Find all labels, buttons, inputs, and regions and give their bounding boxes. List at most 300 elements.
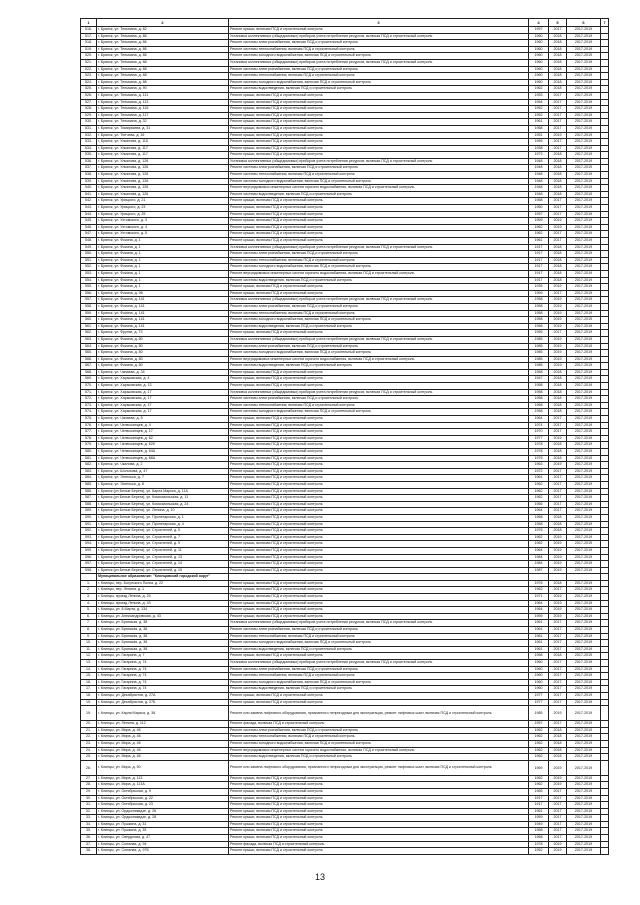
row-number-cell: 13.	[81, 660, 97, 667]
row-number-cell: 597.	[81, 561, 97, 568]
row-number-cell: 558.	[81, 303, 97, 310]
empty-cell	[601, 59, 609, 66]
table-row	[81, 303, 609, 310]
row-number-cell: 531.	[81, 125, 97, 132]
planned-year-cell: 2018	[549, 86, 567, 93]
row-number-cell: 29.	[81, 788, 97, 795]
planned-year-cell: 2017	[549, 815, 567, 822]
planned-year-cell: 2019	[549, 356, 567, 363]
address-cell: г. Брянск, ул. Тимирязева, д. 31	[97, 125, 229, 132]
row-number-cell	[81, 574, 97, 581]
address-cell: г. Брянск, ул. Чапаева, д. 5	[97, 416, 229, 423]
row-number-cell: 534.	[81, 145, 97, 152]
table-row	[81, 132, 609, 139]
table-row	[81, 264, 609, 271]
planned-year-cell: 2019	[549, 435, 567, 442]
year-built-cell: 1985	[529, 363, 549, 370]
year-built-cell: 1974	[529, 422, 549, 429]
empty-cell	[601, 721, 609, 728]
address-cell: г. Брянск, ул. Ухтомского, д. 4	[97, 224, 229, 231]
planned-year-cell: 2018	[549, 172, 567, 179]
planned-year-cell: 2019	[549, 594, 567, 601]
address-cell: г. Клинцы, ул. Ленина, д. 112	[97, 721, 229, 728]
row-number-cell: 535.	[81, 152, 97, 159]
year-built-cell: 1947	[529, 376, 549, 383]
empty-cell	[601, 815, 609, 822]
planned-year-cell: 2018	[549, 165, 567, 172]
row-number-cell: 4.	[81, 600, 97, 607]
work-type-cell: Ремонт системы электроснабжения, включая ПСД и строительный контроль	[229, 40, 529, 47]
period-cell: 2017-2019	[567, 402, 601, 409]
empty-cell	[601, 686, 609, 693]
empty-cell	[601, 514, 609, 521]
table-row	[81, 92, 609, 99]
work-type-cell: Ремонт системы электроснабжения, включая ПСД и строительный контроль	[229, 251, 529, 258]
planned-year-cell: 2018	[549, 402, 567, 409]
empty-cell	[601, 821, 609, 828]
year-built-cell: 1961	[529, 640, 549, 647]
period-cell: 2017-2019	[567, 541, 601, 548]
table-row	[81, 218, 609, 225]
table-row	[81, 449, 609, 456]
table-row	[81, 350, 609, 357]
period-cell: 2017-2019	[567, 46, 601, 53]
year-built-cell: 1970	[529, 429, 549, 436]
address-cell: г. Брянск (рп Белые Берега), ул. Строителей, д. 14	[97, 561, 229, 568]
planned-year-cell: 2017	[549, 422, 567, 429]
table-row	[81, 782, 609, 789]
period-cell: 2017-2019	[567, 66, 601, 73]
work-type-cell: Ремонт крыши, включая ПСД и строительный контроль	[229, 284, 529, 291]
work-type-cell: Ремонт системы водоотведения, включая ПСД и строительный контроль	[229, 686, 529, 693]
empty-cell	[601, 356, 609, 363]
year-built-cell: 1951	[529, 132, 549, 139]
planned-year-cell: 2019	[549, 541, 567, 548]
empty-cell	[601, 92, 609, 99]
table-row	[81, 620, 609, 627]
work-type-cell: Ремонт внутридомовых инженерных систем горячего водоснабжения, включая ПСД и строительный контроль	[229, 747, 529, 754]
period-cell: 2017-2019	[567, 205, 601, 212]
work-type-cell: Ремонт крыши, включая ПСД и строительный контроль	[229, 106, 529, 113]
row-number-cell: 5.	[81, 607, 97, 614]
year-built-cell: 1917	[529, 795, 549, 802]
year-built-cell: 1961	[529, 119, 549, 126]
year-built-cell: 1917	[529, 264, 549, 271]
year-built-cell: 1958	[529, 409, 549, 416]
planned-year-cell: 2018	[549, 66, 567, 73]
period-cell: 2017-2019	[567, 218, 601, 225]
period-cell: 2017-2019	[567, 297, 601, 304]
address-cell: г. Брянск, ул. Ухтомского, д. 5	[97, 231, 229, 238]
planned-year-cell: 2017	[549, 481, 567, 488]
address-cell: Муниципальное образование: "Клинцовский городской округ"	[97, 574, 229, 581]
period-cell: 2017-2019	[567, 828, 601, 835]
table-row	[81, 416, 609, 423]
work-type-cell: Ремонт системы теплоснабжения, включая ПСД и строительный контроль	[229, 46, 529, 53]
year-built-cell: 1960	[529, 59, 549, 66]
period-cell: 2017-2019	[567, 740, 601, 747]
work-type-cell: Ремонт крыши, включая ПСД и строительный контроль	[229, 782, 529, 789]
empty-cell	[601, 198, 609, 205]
address-cell: г. Клинцы, ул. Мира, д. 46	[97, 734, 229, 741]
empty-cell	[601, 646, 609, 653]
planned-year-cell: 2017	[549, 238, 567, 245]
address-cell: г. Брянск, ул. Фокина, д. 1	[97, 238, 229, 245]
year-built-cell: 1958	[529, 521, 549, 528]
row-number-cell: 538.	[81, 172, 97, 179]
address-cell: г. Брянск, ул. Ульянова, д. 126	[97, 172, 229, 179]
work-type-cell: Ремонт крыши, включая ПСД и строительный контроль	[229, 376, 529, 383]
row-number-cell: 588.	[81, 501, 97, 508]
year-built-cell: 1959	[529, 290, 549, 297]
work-type-cell: Ремонт крыши, включая ПСД и строительный контроль	[229, 561, 529, 568]
year-built-cell: 1958	[529, 828, 549, 835]
year-built-cell: 1962	[529, 740, 549, 747]
row-number-cell: 556.	[81, 290, 97, 297]
work-type-cell: Ремонт системы электроснабжения, включая ПСД и строительный контроль	[229, 165, 529, 172]
empty-cell	[601, 747, 609, 754]
planned-year-cell: 2017	[549, 198, 567, 205]
address-cell: г. Клинцы, ул. Гагарина, д. 74	[97, 673, 229, 680]
year-built-cell: 1958	[529, 198, 549, 205]
table-row	[81, 567, 609, 574]
work-type-cell: Ремонт крыши, включая ПСД и строительный контроль	[229, 495, 529, 502]
planned-year-cell: 2018	[549, 79, 567, 86]
empty-cell	[601, 760, 609, 775]
year-built-cell: 1958	[529, 369, 549, 376]
period-cell: 2017-2019	[567, 640, 601, 647]
row-number-cell: 24.	[81, 747, 97, 754]
year-built-cell: 1962	[529, 754, 549, 761]
work-type-cell	[229, 574, 529, 581]
planned-year-cell: 2017	[549, 429, 567, 436]
address-cell: г. Клинцы, ул. Мира, д. 46	[97, 740, 229, 747]
table-row	[81, 686, 609, 693]
empty-cell	[601, 521, 609, 528]
period-cell: 2017-2019	[567, 435, 601, 442]
table-row	[81, 363, 609, 370]
year-built-cell: 1958	[529, 396, 549, 403]
work-type-cell: Ремонт системы электроснабжения, включая ПСД и строительный контроль	[229, 627, 529, 634]
period-cell: 2017-2019	[567, 356, 601, 363]
empty-cell	[601, 297, 609, 304]
address-cell: г. Брянск (рп Белые Берега), ул. Строителей, д. 7	[97, 534, 229, 541]
row-number-cell: 1.	[81, 580, 97, 587]
table-row	[81, 600, 609, 607]
row-number-cell: 38.	[81, 848, 97, 855]
period-cell: 2017-2019	[567, 389, 601, 396]
empty-cell	[601, 86, 609, 93]
table-row	[81, 721, 609, 728]
table-row	[81, 310, 609, 317]
address-cell: г. Брянск, ул. Тельмана, д. 32	[97, 119, 229, 126]
period-cell: 2017-2019	[567, 277, 601, 284]
row-number-cell: 564.	[81, 343, 97, 350]
empty-cell	[601, 277, 609, 284]
planned-year-cell: 2018	[549, 389, 567, 396]
period-cell: 2017-2019	[567, 554, 601, 561]
table-row	[81, 422, 609, 429]
period-cell: 2017-2019	[567, 363, 601, 370]
table-row	[81, 554, 609, 561]
year-built-cell: 1962	[529, 86, 549, 93]
period-cell: 2017-2019	[567, 848, 601, 855]
table-row	[81, 488, 609, 495]
work-type-cell: Ремонт крыши, включая ПСД и строительный контроль	[229, 383, 529, 390]
row-number-cell: 561.	[81, 323, 97, 330]
table-row	[81, 53, 609, 60]
empty-cell	[601, 727, 609, 734]
period-cell: 2017-2019	[567, 27, 601, 34]
planned-year-cell: 2017	[549, 290, 567, 297]
table-row	[81, 475, 609, 482]
period-cell: 2017-2019	[567, 323, 601, 330]
period-cell: 2017-2019	[567, 350, 601, 357]
empty-cell	[601, 802, 609, 809]
address-cell: г. Клинцы, ул. Пушкина, д. 35	[97, 828, 229, 835]
table-row	[81, 402, 609, 409]
empty-cell	[601, 165, 609, 172]
period-cell: 2017-2019	[567, 514, 601, 521]
table-row	[81, 106, 609, 113]
row-number-cell: 532.	[81, 132, 97, 139]
period-cell: 2017-2019	[567, 165, 601, 172]
period-cell: 2017-2019	[567, 835, 601, 842]
year-built-cell: 1961	[529, 633, 549, 640]
period-cell: 2017-2019	[567, 40, 601, 47]
work-type-cell: Ремонт крыши, включая ПСД и строительный контроль	[229, 125, 529, 132]
year-built-cell: 1973	[529, 152, 549, 159]
period-cell: 2017-2019	[567, 567, 601, 574]
table-row	[81, 754, 609, 761]
planned-year-cell: 2017	[549, 139, 567, 146]
address-cell: г. Брянск, ул. Фокина, д. 1	[97, 270, 229, 277]
empty-cell	[601, 152, 609, 159]
address-cell: г. Брянск, ул. Ухтомского, д. 3	[97, 218, 229, 225]
empty-cell	[601, 290, 609, 297]
work-type-cell: Ремонт крыши, включая ПСД и строительный контроль	[229, 501, 529, 508]
row-number-cell: 3.	[81, 594, 97, 601]
year-built-cell: 1948	[529, 178, 549, 185]
period-cell: 2017-2019	[567, 86, 601, 93]
table-row	[81, 139, 609, 146]
address-cell: г. Брянск, ул. Челюскинцев, д. 64А	[97, 449, 229, 456]
work-type-cell: Ремонт крыши, включая ПСД и строительный контроль	[229, 821, 529, 828]
empty-cell	[601, 158, 609, 165]
address-cell: г. Брянск, ул. Челюскинцев, д. 68А	[97, 455, 229, 462]
year-built-cell: 1959	[529, 613, 549, 620]
row-number-cell: 28.	[81, 782, 97, 789]
table-row	[81, 389, 609, 396]
work-type-cell: Ремонт крыши, включая ПСД и строительный контроль	[229, 422, 529, 429]
work-type-cell: Ремонт системы теплоснабжения, включая ПСД и строительный контроль	[229, 633, 529, 640]
empty-cell	[601, 775, 609, 782]
year-built-cell: 1969	[529, 760, 549, 775]
address-cell: г. Брянск, ул. Харьковская, д. 17	[97, 389, 229, 396]
work-type-cell: Ремонт системы теплоснабжения, включая ПСД и строительный контроль	[229, 673, 529, 680]
row-number-cell: 573.	[81, 402, 97, 409]
empty-cell	[601, 620, 609, 627]
period-cell: 2017-2019	[567, 561, 601, 568]
empty-cell	[601, 508, 609, 515]
empty-cell	[601, 205, 609, 212]
period-cell: 2017-2019	[567, 475, 601, 482]
table-row	[81, 462, 609, 469]
empty-cell	[601, 119, 609, 126]
planned-year-cell: 2018	[549, 514, 567, 521]
year-built-cell: 1960	[529, 53, 549, 60]
planned-year-cell: 2017	[549, 673, 567, 680]
address-cell: г. Клинцы, ул. Союзная, д. 97Б	[97, 848, 229, 855]
period-cell: 2017-2019	[567, 721, 601, 728]
year-built-cell: 1957	[529, 721, 549, 728]
planned-year-cell: 2019	[549, 782, 567, 789]
period-cell: 2017-2019	[567, 343, 601, 350]
work-type-cell: Ремонт крыши, включая ПСД и строительный контроль	[229, 788, 529, 795]
year-built-cell: 1952	[529, 848, 549, 855]
address-cell: г. Клинцы, ул. Брянская, д. 38	[97, 646, 229, 653]
table-row	[81, 501, 609, 508]
work-type-cell: Установка коллективных (общедомовых) приборов учета потребления ресурсов, включая ПСД и строительный контроль	[229, 297, 529, 304]
row-number-cell: 575.	[81, 416, 97, 423]
row-number-cell: 557.	[81, 297, 97, 304]
empty-cell	[601, 396, 609, 403]
row-number-cell: 17.	[81, 686, 97, 693]
planned-year-cell: 2018	[549, 244, 567, 251]
work-type-cell: Ремонт или замена лифтового оборудования, признанного непригодным для эксплуатации, ремонт лифтовых шахт, включая ПСД и строительный контроль	[229, 760, 529, 775]
planned-year-cell: 2017	[549, 106, 567, 113]
work-type-cell: Ремонт системы теплоснабжения, включая ПСД и строительный контроль	[229, 257, 529, 264]
empty-cell	[601, 607, 609, 614]
row-number-cell: 570.	[81, 383, 97, 390]
work-type-cell: Ремонт крыши, включая ПСД и строительный контроль	[229, 594, 529, 601]
address-cell: г. Брянск (рп Белые Берега), ул. Строителей, д. 15	[97, 567, 229, 574]
row-number-cell: 529.	[81, 112, 97, 119]
address-cell: г. Брянск, ул. Тельмана, д. 82	[97, 27, 229, 34]
empty-cell	[601, 488, 609, 495]
year-built-cell: 1985	[529, 706, 549, 721]
row-number-cell: 554.	[81, 277, 97, 284]
work-type-cell: Ремонт системы теплоснабжения, включая ПСД и строительный контроль	[229, 172, 529, 179]
year-built-cell: 1959	[529, 815, 549, 822]
planned-year-cell: 2019	[549, 841, 567, 848]
work-type-cell: Ремонт крыши, включая ПСД и строительный контроль	[229, 205, 529, 212]
empty-cell	[601, 547, 609, 554]
year-built-cell: 1958	[529, 389, 549, 396]
address-cell: г. Клинцы, ул. Гагарина, д. 74	[97, 666, 229, 673]
period-cell: 2017-2019	[567, 600, 601, 607]
table-row	[81, 205, 609, 212]
row-number-cell: 555.	[81, 284, 97, 291]
planned-year-cell: 2017	[549, 587, 567, 594]
work-type-cell: Ремонт системы теплоснабжения, включая ПСД и строительный контроль	[229, 310, 529, 317]
empty-cell	[601, 27, 609, 34]
row-number-cell: 578.	[81, 435, 97, 442]
period-cell: 2017-2019	[567, 727, 601, 734]
period-cell: 2017-2019	[567, 481, 601, 488]
period-cell: 2017-2019	[567, 92, 601, 99]
empty-cell	[601, 587, 609, 594]
address-cell: г. Клинцы, ул. Брянская, д. 38	[97, 640, 229, 647]
period-cell: 2017-2019	[567, 53, 601, 60]
address-cell: г. Клинцы, ул. Гагарина, д. 74	[97, 660, 229, 667]
empty-cell	[601, 788, 609, 795]
address-cell: г. Клинцы, ул. Брянская, д. 38	[97, 633, 229, 640]
empty-cell	[601, 79, 609, 86]
period-cell: 2017-2019	[567, 290, 601, 297]
period-cell: 2017-2019	[567, 33, 601, 40]
address-cell: г. Брянск, ул. Фокина, д. 1	[97, 251, 229, 258]
empty-cell	[601, 172, 609, 179]
period-cell: 2017-2019	[567, 369, 601, 376]
address-cell: г. Брянск, ул. Чкалова, д. 2	[97, 462, 229, 469]
period-cell: 2017-2019	[567, 587, 601, 594]
planned-year-cell: 2017	[549, 821, 567, 828]
planned-year-cell: 2018	[549, 185, 567, 192]
empty-cell	[601, 323, 609, 330]
planned-year-cell: 2018	[549, 580, 567, 587]
planned-year-cell: 2019	[549, 534, 567, 541]
year-built-cell: 1964	[529, 508, 549, 515]
year-built-cell: 1962	[529, 495, 549, 502]
address-cell: г. Клинцы, ул. Мира, д. 50	[97, 760, 229, 775]
period-cell: 2017-2019	[567, 547, 601, 554]
address-cell: г. Клинцы, ул. Мира, д. 113	[97, 775, 229, 782]
planned-year-cell: 2017	[549, 508, 567, 515]
row-number-cell: 565.	[81, 350, 97, 357]
work-type-cell: Ремонт крыши, включая ПСД и строительный контроль	[229, 534, 529, 541]
table-row	[81, 528, 609, 535]
work-type-cell: Ремонт крыши, включая ПСД и строительный контроль	[229, 99, 529, 106]
work-type-cell: Ремонт системы электроснабжения, включая ПСД и строительный контроль	[229, 727, 529, 734]
empty-cell	[601, 808, 609, 815]
planned-year-cell: 2017	[549, 660, 567, 667]
work-type-cell: Ремонт крыши, включая ПСД и строительный контроль	[229, 238, 529, 245]
address-cell: г. Брянск, ул. Тельмана, д. 86	[97, 53, 229, 60]
period-cell: 2017-2019	[567, 782, 601, 789]
period-cell: 2017-2019	[567, 760, 601, 775]
period-cell: 2017-2019	[567, 699, 601, 706]
period-cell: 2017-2019	[567, 244, 601, 251]
planned-year-cell: 2017	[549, 416, 567, 423]
work-type-cell: Ремонт крыши, включая ПСД и строительный контроль	[229, 488, 529, 495]
period-cell: 2017-2019	[567, 251, 601, 258]
period-cell: 2017-2019	[567, 455, 601, 462]
period-cell: 2017-2019	[567, 198, 601, 205]
address-cell: г. Брянск, ул. Фокина, д. 98	[97, 290, 229, 297]
period-cell	[567, 574, 601, 581]
empty-cell	[601, 740, 609, 747]
planned-year-cell: 2017	[549, 231, 567, 238]
header-col-1: 1	[81, 19, 97, 27]
table-row	[81, 33, 609, 40]
period-cell: 2017-2019	[567, 501, 601, 508]
period-cell: 2017-2019	[567, 633, 601, 640]
table-row	[81, 158, 609, 165]
year-built-cell: 1958	[529, 514, 549, 521]
planned-year-cell: 2018	[549, 257, 567, 264]
address-cell: г. Брянск, ул. Ульянова, д. 126	[97, 185, 229, 192]
year-built-cell: 1976	[529, 580, 549, 587]
table-row	[81, 284, 609, 291]
period-cell: 2017-2019	[567, 594, 601, 601]
table-row	[81, 435, 609, 442]
table-row	[81, 653, 609, 660]
table-row	[81, 40, 609, 47]
work-type-cell: Ремонт системы теплоснабжения, включая ПСД и строительный контроль	[229, 734, 529, 741]
row-number-cell: 32.	[81, 808, 97, 815]
year-built-cell: 1985	[529, 343, 549, 350]
